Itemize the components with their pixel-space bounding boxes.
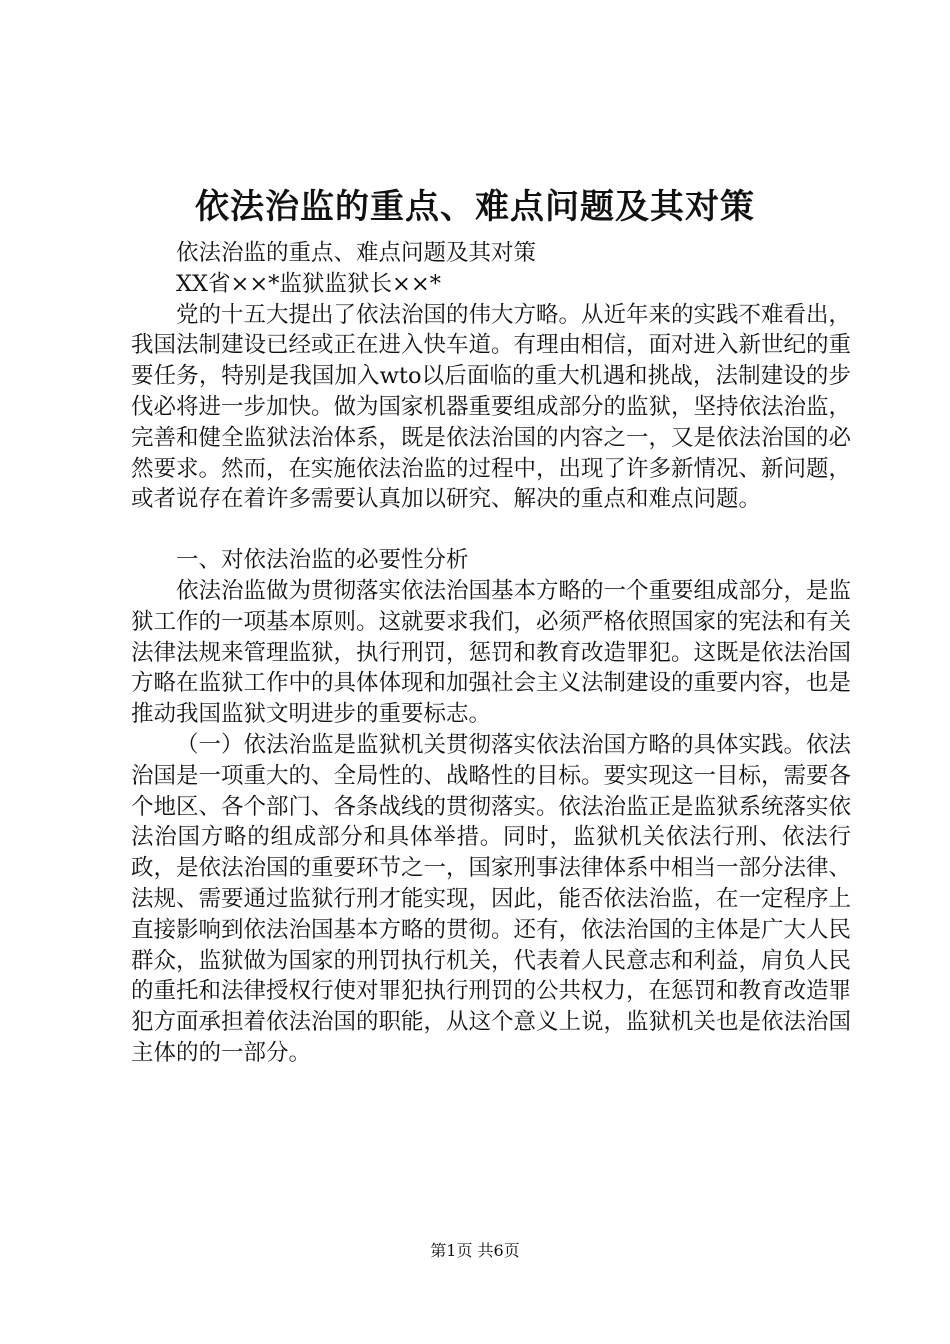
body-paragraph: 依法治监做为贯彻落实依法治国基本方略的一个重要组成部分，是监狱工作的一项基本原则。这就要求我们，必须严格依照国家的宪法和有关法律法规来管理监狱，执行刑罚，惩罚和教育改造罪犯。这既是依法治国方略在监狱工作中的具体体现和加强社会主义法制建设的重要内容，也是推动我国监狱文明进步的重要标志。 xyxy=(131,577,852,728)
author-line: XX省××*监狱监狱长××* xyxy=(176,270,441,297)
body-paragraph: （一）依法治监是监狱机关贯彻落实依法治国方略的具体实践。依法治国是一项重大的、全局性的、战略性的目标。要实现这一目标，需要各个地区、各个部门、各条战线的贯彻落实。依法治监正是监狱系统落实依法治国方略的组成部分和具体举措。同时，监狱机关依法行刑、依法行政，是依法治国的重要环节之一，国家刑事法律体系中相当一部分法律、法规、需要通过监狱行刑才能实现，因此，能否依法治监，在一定程序上直接影响到依法治国基本方略的贯彻。还有，依法治国的主体是广大人民群众，监狱做为国家的刑罚执行机关，代表着人民意志和利益，肩负人民的重托和法律授权行使对罪犯执行刑罚的公共权力，在惩罚和教育改造罪犯方面承担着依法治国的职能，从这个意义上说，监狱机关也是依法治国主体的的一部分。 xyxy=(131,731,852,1066)
intro-paragraph: 党的十五大提出了依法治国的伟大方略。从近年来的实践不难看出，我国法制建设已经或正在进入快车道。有理由相信，面对进入新世纪的重要任务，特别是我国加入wto以后面临的重大机遇和挑战，法制建设的步伐必将进一步加快。做为国家机器重要组成部分的监狱，坚持依法治监，完善和健全监狱法治体系，既是依法治国的内容之一，又是依法治国的必然要求。然而，在实施依法治监的过程中，出现了许多新情况、新问题，或者说存在着许多需要认真加以研究、解决的重点和难点问题。 xyxy=(131,301,852,513)
subtitle-paragraph: 依法治监的重点、难点问题及其对策 xyxy=(176,240,537,266)
section-heading: 一、对依法治监的必要性分析 xyxy=(176,547,469,574)
page-number-footer: 第1页 共6页 xyxy=(430,1241,520,1260)
document-body xyxy=(131,238,851,1069)
document-title: 依法治监的重点、难点问题及其对策 xyxy=(195,187,755,227)
